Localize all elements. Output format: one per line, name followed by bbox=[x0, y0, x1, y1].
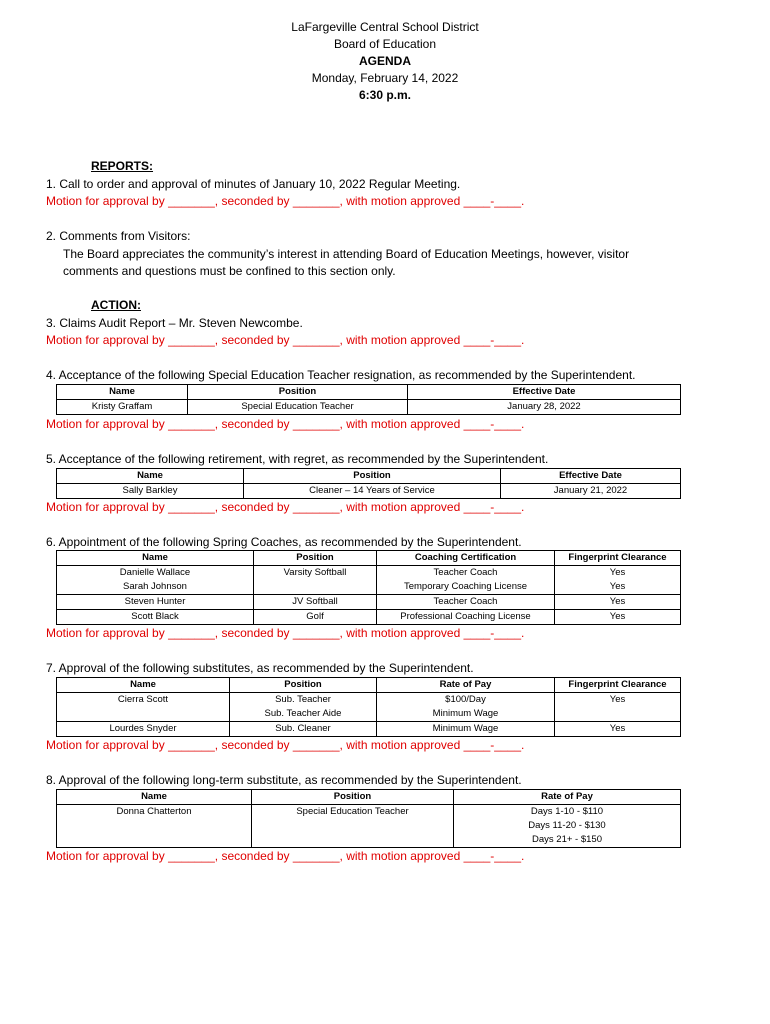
agenda-title: AGENDA bbox=[358, 54, 411, 68]
long-term-substitute-table bbox=[56, 789, 681, 848]
spring-coaches-table bbox=[56, 550, 681, 625]
motion-line-8: Motion for approval by _______, seconded by _______, with motion approved ____-____. bbox=[46, 849, 525, 863]
action-heading: ACTION: bbox=[91, 298, 141, 312]
resignation-table bbox=[56, 384, 681, 415]
table-row: Donna Chatterton Special Education Teacher Days 1-10 - $110 Days 11-20 - $130 Days 21+ - $150 bbox=[57, 805, 681, 848]
reports-heading: REPORTS: bbox=[91, 159, 154, 173]
table-row: Danielle Wallace Varsity Softball Teacher Coach Yes bbox=[57, 566, 681, 581]
motion-line-5: Motion for approval by _______, seconded by _______, with motion approved ____-____. bbox=[46, 500, 525, 514]
item-1: 1. Call to order and approval of minutes of January 10, 2022 Regular Meeting. bbox=[46, 177, 461, 191]
table-row: Steven Hunter JV Softball Teacher Coach Yes bbox=[57, 595, 681, 610]
meeting-date: Monday, February 14, 2022 bbox=[311, 71, 459, 85]
board-name: Board of Education bbox=[333, 37, 437, 51]
retirement-table bbox=[56, 468, 681, 499]
item-2-body-line-2: comments and questions must be confined to this section only. bbox=[63, 264, 396, 278]
district-name: LaFargeville Central School District bbox=[291, 20, 479, 34]
item-4: 4. Acceptance of the following Special Education Teacher resignation, as recommended by the Superintendent. bbox=[46, 368, 636, 382]
motion-line-3: Motion for approval by _______, seconded by _______, with motion approved ____-____. bbox=[46, 333, 525, 347]
table-row: Scott Black Golf Professional Coaching License Yes bbox=[57, 610, 681, 625]
table-row: Cierra Scott Sub. Teacher Sub. Teacher Aide $100/Day Minimum Wage Yes bbox=[57, 693, 681, 722]
item-2: 2. Comments from Visitors: bbox=[46, 229, 191, 243]
table-header-row: Name Position Coaching Certification Fingerprint Clearance bbox=[57, 551, 681, 566]
item-2-body-line-1: The Board appreciates the community’s interest in attending Board of Education Meetings, however, visitor bbox=[63, 247, 630, 261]
item-5: 5. Acceptance of the following retirement, with regret, as recommended by the Superintendent. bbox=[46, 452, 549, 466]
meeting-time: 6:30 p.m. bbox=[358, 88, 412, 102]
document-header bbox=[0, 19, 770, 104]
item-7: 7. Approval of the following substitutes, as recommended by the Superintendent. bbox=[46, 661, 474, 675]
item-3: 3. Claims Audit Report – Mr. Steven Newcombe. bbox=[46, 316, 303, 330]
motion-line-6: Motion for approval by _______, seconded by _______, with motion approved ____-____. bbox=[46, 626, 525, 640]
table-row: Sally Barkley Cleaner – 14 Years of Service January 21, 2022 bbox=[57, 484, 681, 499]
table-header-row: Name Position Rate of Pay Fingerprint Clearance bbox=[57, 678, 681, 693]
table-row: Sarah Johnson Temporary Coaching License Yes bbox=[57, 580, 681, 595]
table-header-row: Name Position Effective Date bbox=[57, 469, 681, 484]
item-8: 8. Approval of the following long-term substitute, as recommended by the Superintendent. bbox=[46, 773, 522, 787]
table-header-row: Name Position Effective Date bbox=[57, 385, 681, 400]
substitutes-table bbox=[56, 677, 681, 737]
table-header-row: Name Position Rate of Pay bbox=[57, 790, 681, 805]
table-row: Kristy Graffam Special Education Teacher January 28, 2022 bbox=[57, 400, 681, 415]
item-6: 6. Appointment of the following Spring Coaches, as recommended by the Superintendent. bbox=[46, 535, 522, 549]
motion-line-4: Motion for approval by _______, seconded by _______, with motion approved ____-____. bbox=[46, 417, 525, 431]
motion-line-7: Motion for approval by _______, seconded by _______, with motion approved ____-____. bbox=[46, 738, 525, 752]
table-row: Lourdes Snyder Sub. Cleaner Minimum Wage Yes bbox=[57, 722, 681, 737]
motion-line-1: Motion for approval by _______, seconded by _______, with motion approved ____-____. bbox=[46, 194, 525, 208]
